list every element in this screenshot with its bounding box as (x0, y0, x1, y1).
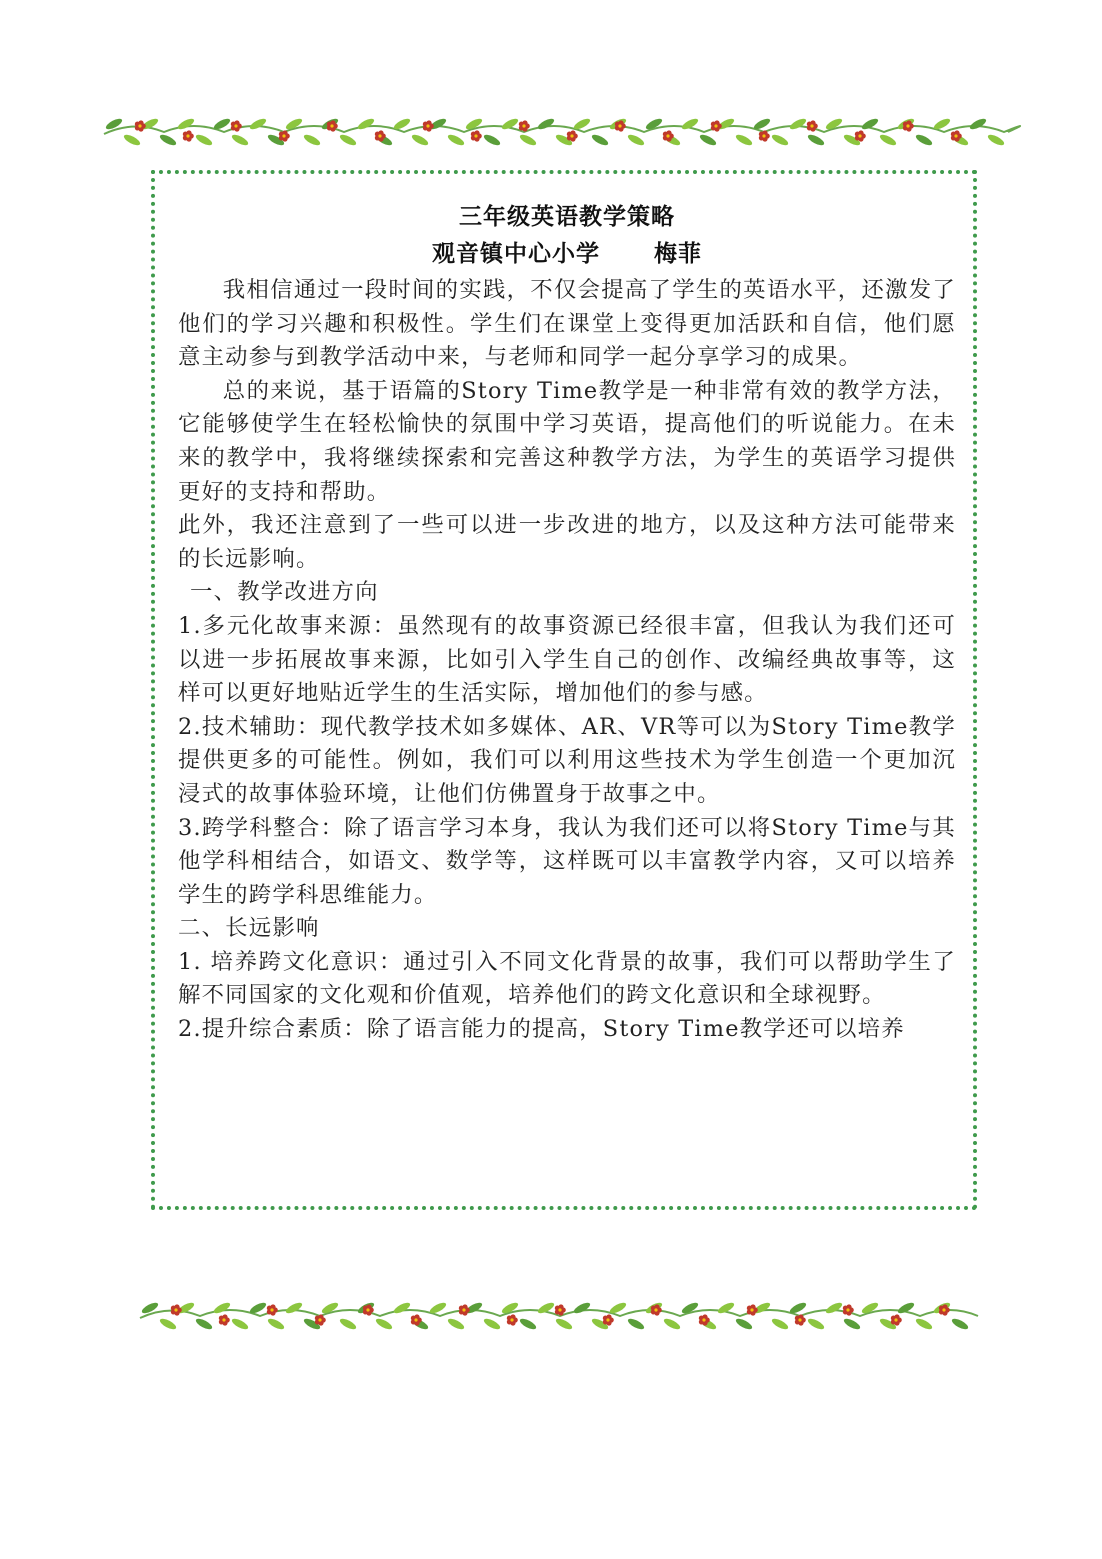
list-item-1: 1.多元化故事来源：虽然现有的故事资源已经很丰富，但我认为我们还可以进一步拓展故事来源，比如引入学生自己的创作、改编经典故事等，这样可以更好地贴近学生的生活实际，增加他们的参与感。 (178, 612, 956, 707)
vine-leaf (338, 1317, 357, 1332)
vine-flower (423, 120, 434, 131)
vine-leaf (806, 1317, 825, 1332)
vine-leaf (482, 1317, 501, 1332)
vine-leaf (950, 1317, 969, 1332)
vine-leaf (572, 1301, 591, 1316)
vine-leaf (734, 133, 753, 148)
document-subtitle: 观音镇中心小学 梅菲 (431, 240, 703, 267)
vine-leaf (212, 1301, 231, 1316)
vine-flower (471, 130, 482, 141)
vine-flower (315, 1314, 326, 1325)
vine-leaf (374, 1317, 393, 1332)
vine-leaf (356, 117, 375, 132)
bottom-vine-decoration (136, 1280, 982, 1340)
vine-flower (135, 120, 146, 131)
list-item-5: 2.提升综合素质：除了语言能力的提高，Story Time教学还可以培养 (178, 1016, 905, 1043)
vine-leaf (806, 133, 825, 148)
top-vine-decoration (100, 96, 1012, 156)
vine-flower (171, 1304, 182, 1315)
vine-leaf (878, 133, 897, 148)
list-item-2: 2.技术辅助：现代教学技术如多媒体、AR、VR等可以为Story Time教学提供更多的可能性。例如，我们可以利用这些技术为学生创造一个更加沉浸式的故事体验环境，让他们仿佛置身于故事之中。 (178, 713, 956, 807)
vine-leaf (158, 133, 177, 148)
vine-leaf (770, 1317, 789, 1332)
vine-leaf (302, 133, 321, 148)
vine-flower (795, 1314, 806, 1325)
vine-flower (459, 1304, 470, 1315)
list-item-4: 1. 培养跨文化意识：通过引入不同文化背景的故事，我们可以帮助学生了解不同国家的文化观和价值观，培养他们的跨文化意识和全球视野。 (178, 948, 956, 1009)
vine-flower (603, 1314, 614, 1325)
vine-flower (279, 130, 290, 141)
vine-leaf (482, 133, 501, 148)
vine-leaf (824, 1301, 843, 1316)
vine-flower (219, 1314, 230, 1325)
vine-leaf (914, 1317, 933, 1332)
vine-leaf (590, 133, 609, 148)
vine-leaf (230, 133, 249, 148)
vine-leaf (626, 1317, 645, 1332)
vine-leaf (914, 133, 933, 148)
vine-leaf (518, 133, 537, 148)
vine-leaf (284, 1301, 303, 1316)
paragraph-2: 总的来说，基于语篇的Story Time教学是一种非常有效的教学方法，它能够使学生在轻松愉快的氛围中学习英语，提高他们的听说能力。在未来的教学中，我将继续探索和完善这种教学方法，为学生的英语学习提供更好的支持和帮助。 (178, 377, 956, 505)
vine-leaf (734, 1317, 753, 1332)
vine-leaf (194, 133, 213, 148)
vine-flower (267, 1304, 278, 1315)
paragraph-1: 我相信通过一段时间的实践，不仅会提高了学生的英语水平，还激发了他们的学习兴趣和积极性。学生们在课堂上变得更加活跃和自信，他们愿意主动参与到教学活动中来，与老师和同学一起分享学习的成果。 (178, 277, 956, 371)
vine-flower (747, 1304, 758, 1315)
vine-leaf (770, 133, 789, 148)
vine-leaf (338, 133, 357, 148)
paragraph-3: 此外，我还注意到了一些可以进一步改进的地方，以及这种方法可能带来的长远影响。 (178, 512, 956, 572)
vine-leaf (158, 1317, 177, 1332)
vine-leaf (392, 1301, 411, 1316)
vine-leaf (518, 1317, 537, 1332)
document-title: 三年级英语教学策略 (459, 203, 675, 230)
vine-leaf (968, 117, 987, 132)
vine-flower (567, 130, 578, 141)
vine-leaf (176, 117, 195, 132)
vine-flower (855, 130, 866, 141)
vine-leaf (554, 1317, 573, 1332)
vine-leaf (446, 1317, 465, 1332)
section-heading-2: 二、长远影响 (178, 915, 320, 942)
vine-leaf (230, 1317, 249, 1332)
vine-leaf (986, 133, 1005, 148)
section-heading-1: 一、教学改进方向 (190, 579, 379, 606)
vine-flower (183, 130, 194, 141)
vine-leaf (122, 133, 141, 148)
vine-flower (231, 120, 242, 131)
vine-leaf (662, 1317, 681, 1332)
vine-leaf (698, 133, 717, 148)
vine-leaf (446, 133, 465, 148)
vine-flower (507, 1314, 518, 1325)
vine-leaf (410, 133, 429, 148)
vine-leaf (788, 117, 807, 132)
vine-leaf (266, 1317, 285, 1332)
vine-flower (891, 1314, 902, 1325)
vine-flower (759, 130, 770, 141)
vine-leaf (194, 1317, 213, 1332)
vine-leaf (248, 117, 267, 132)
vine-leaf (626, 133, 645, 148)
vine-flower (711, 120, 722, 131)
document-body (178, 200, 956, 1047)
vine-leaf (842, 1317, 861, 1332)
vine-leaf (536, 117, 555, 132)
list-item-3: 3.跨学科整合：除了语言学习本身，我认为我们还可以将Story Time与其他学科相结合，如语文、数学等，这样既可以丰富教学内容，又可以培养学生的跨学科思维能力。 (178, 814, 956, 908)
